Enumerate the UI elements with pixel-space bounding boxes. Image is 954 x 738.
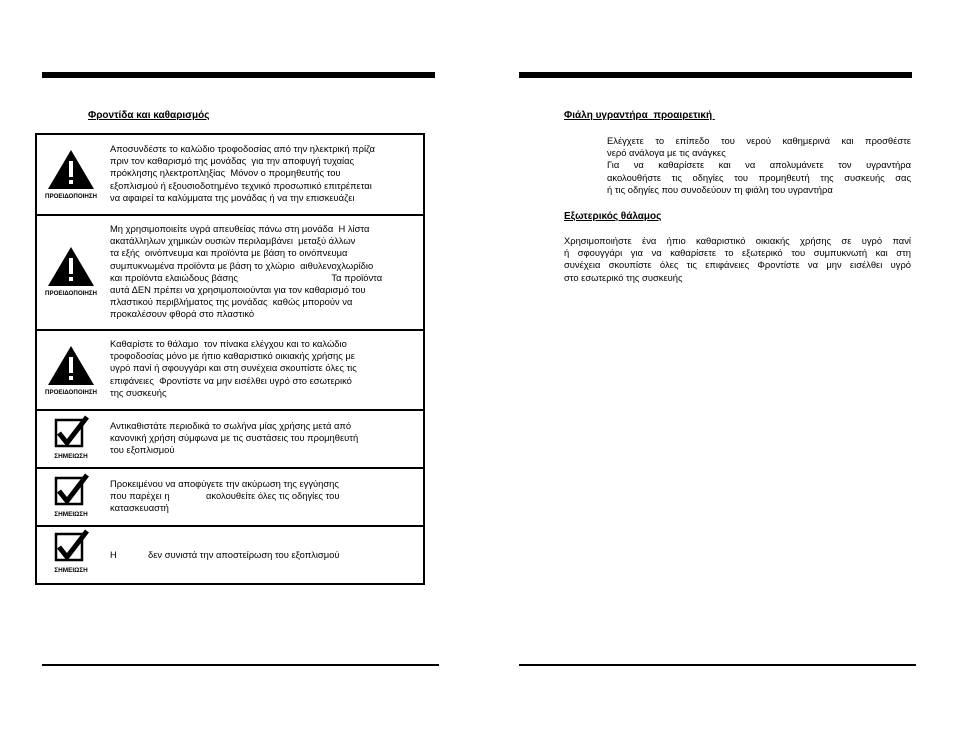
- notice-line: τροφοδοσίας μόνο με ήπιο καθαριστικό οικιακής χρήσης με: [110, 350, 355, 362]
- notice-line: κανονική χρήση σύμφωνα με τις συστάσεις του προμηθευτή: [110, 432, 359, 444]
- notice-text: [110, 143, 415, 204]
- notice-line: Καθαρίστε το θάλαμο τον πίνακα ελέγχου και το καλώδιο: [110, 338, 347, 349]
- paragraph-line: Για να καθαρίσετε και να απολυμάνετε τον υγραντήρα: [607, 159, 911, 171]
- notice-row-1: [37, 135, 423, 216]
- notice-line: επιφάνειες Φροντίστε να μην εισέλθει υγρό στο εσωτερικό: [110, 374, 352, 386]
- checkmark-icon: [43, 529, 99, 585]
- notice-line: πλαστικού περιβλήματος της μονάδας καθώς μπορούν να: [110, 296, 353, 308]
- warning-icon: [43, 147, 99, 203]
- notice-line: εξοπλισμού ή εξουσιοδοτημένο τεχνικό προσωπικό επιτρέπεται: [110, 179, 372, 191]
- notice-line: να αφαιρεί τα καλύμματα της μονάδας ή να την επισκευάζει: [110, 191, 355, 203]
- notice-line: και προϊόντα ελαιώδους βάσης Τα προϊόντα: [110, 271, 383, 283]
- right-bottom-rule: [519, 664, 916, 666]
- notice-row-3: [37, 331, 423, 411]
- notice-line: της συσκευής: [110, 386, 167, 398]
- left-section-heading: Φροντίδα και καθαρισμός: [88, 110, 210, 121]
- checkmark-icon: [43, 473, 99, 529]
- notice-row-2: [37, 216, 423, 331]
- warning-icon: [43, 343, 99, 399]
- paragraph-line: ή τις οδηγίες που συνοδεύουν τη φιάλη του υγραντήρα: [607, 183, 833, 195]
- warning-icon: [43, 244, 99, 300]
- icon-caption: ΣΗΜΕΙΩΣΗ: [54, 511, 88, 518]
- right-top-rule: [519, 72, 912, 78]
- paragraph-line: συνέχεια σκουπίστε όλες τις επιφάνειες Φροντίστε να μην εισέλθει υγρό: [564, 259, 911, 271]
- notice-line: Μη χρησιμοποιείτε υγρά απευθείας πάνω στη μονάδα Η λίστα: [110, 223, 370, 234]
- notice-line: αυτά ΔΕΝ πρέπει να χρησιμοποιούνται για τον καθαρισμό του: [110, 284, 366, 296]
- icon-caption: ΣΗΜΕΙΩΣΗ: [54, 453, 88, 460]
- humidifier-paragraph: [607, 135, 911, 196]
- icon-caption: ΠΡΟΕΙΔΟΠΟΙΗΣΗ: [45, 389, 97, 396]
- notice-row-6: [37, 527, 423, 583]
- notice-line: Η δεν συνιστά την αποστείρωση του εξοπλισμού: [110, 549, 340, 560]
- humidifier-heading: Φιάλη υγραντήρα προαιρετική: [564, 110, 715, 121]
- notice-line: Προκειμένου να αποφύγετε την ακύρωση της εγγύησης: [110, 478, 339, 489]
- paragraph-line: νερό ανάλογα με τις ανάγκες: [607, 147, 726, 159]
- notice-line: που παρέχει η ακολουθείτε όλες τις οδηγίες του: [110, 490, 340, 502]
- notices-table: [35, 133, 425, 585]
- icon-caption: ΣΗΜΕΙΩΣΗ: [54, 567, 88, 574]
- paragraph-line: στο εσωτερικό της συσκευής: [564, 271, 683, 283]
- notice-text: [110, 223, 415, 321]
- paragraph-line: ή σφουγγάρι για να καθαρίσετε το εξωτερικό του συμπυκνωτή και στη: [564, 247, 911, 259]
- checkmark-icon: [43, 415, 99, 471]
- notice-line: πριν τον καθαρισμό της μονάδας για την αποφυγή τυχαίας: [110, 155, 355, 167]
- exterior-paragraph: [564, 235, 911, 284]
- notice-line: Αποσυνδέστε το καλώδιο τροφοδοσίας από την ηλεκτρική πρίζα: [110, 143, 375, 154]
- paragraph-line: ακολουθήστε τις οδηγίες του προμηθευτή της συσκευής σας: [607, 171, 911, 183]
- notice-line: ακατάλληλων χημικών ουσιών περιλαμβάνει μεταξύ άλλων: [110, 235, 356, 247]
- notice-line: κατασκευαστή: [110, 502, 169, 514]
- notice-row-5: [37, 469, 423, 527]
- left-top-rule: [42, 72, 435, 78]
- paragraph-line: Ελέγχετε το επίπεδο του νερού καθημερινά και προσθέστε: [607, 135, 911, 146]
- icon-caption: ΠΡΟΕΙΔΟΠΟΙΗΣΗ: [45, 193, 97, 200]
- notice-line: προκαλέσουν φθορά στο πλαστικό: [110, 308, 255, 320]
- notice-line: τα εξής οινόπνευμα και προϊόντα με βάση το οινόπνευμα: [110, 247, 348, 259]
- icon-caption: ΠΡΟΕΙΔΟΠΟΙΗΣΗ: [45, 290, 97, 297]
- notice-text: [110, 478, 415, 515]
- notice-text: [110, 420, 415, 457]
- notice-line: του εξοπλισμού: [110, 444, 175, 456]
- notice-text: [110, 338, 415, 399]
- notice-text: [110, 549, 415, 561]
- paragraph-line: Χρησιμοποιήστε ένα ήπιο καθαριστικό οικιακής χρήσης σε υγρό πανί: [564, 235, 911, 246]
- notice-line: Αντικαθιστάτε περιοδικά το σωλήνα μίας χρήσης μετά από: [110, 420, 352, 431]
- notice-line: συμπυκνωμένα προϊόντα με βάση το χλώριο αιθυλενοχλωρίδιο: [110, 259, 374, 271]
- left-bottom-rule: [42, 664, 439, 666]
- notice-line: πρόκλησης ηλεκτροπληξίας Μόνον ο προμηθευτής του: [110, 167, 341, 179]
- notice-line: υγρό πανί ή σφουγγάρι και στη συνέχεια σκουπίστε όλες τις: [110, 362, 357, 374]
- notice-row-4: [37, 411, 423, 469]
- exterior-heading: Εξωτερικός θάλαμος: [564, 211, 662, 222]
